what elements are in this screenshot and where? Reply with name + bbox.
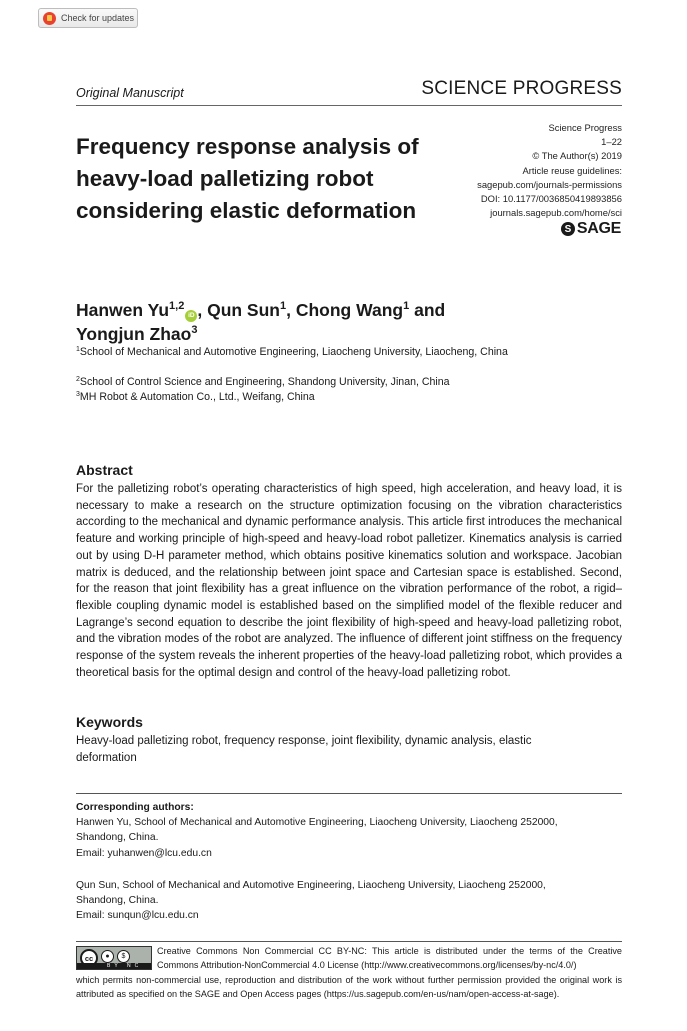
affiliation-text: School of Mechanical and Automotive Engineering, Liaocheng University, Liaocheng, China	[79, 346, 508, 358]
author-affil-sup: 1	[403, 300, 410, 312]
license-rule	[76, 941, 622, 942]
meta-doi[interactable]: DOI: 10.1177/0036850419893856	[480, 193, 622, 205]
keywords-text: Heavy-load palletizing robot, frequency response, joint flexibility, dynamic analysis, elastic deformation	[76, 735, 532, 764]
meta-reuse-label: Article reuse guidelines:	[522, 164, 622, 176]
meta-home-link[interactable]: journals.sagepub.com/home/sci	[490, 207, 622, 219]
corresponding-email-1[interactable]: Email: yuhanwen@lcu.edu.cn	[76, 847, 212, 859]
author-name: Yongjun Zhao	[76, 324, 192, 344]
by-person-icon: ●	[101, 950, 114, 963]
cc-icon: cc	[80, 949, 98, 967]
author-name: Qun Sun	[207, 300, 280, 320]
article-title: Frequency response analysis of heavy-load palletizing robot considering elastic deformation	[76, 134, 419, 223]
corresponding-rule	[76, 793, 622, 794]
corresponding-author-2: Qun Sun, School of Mechanical and Automotive Engineering, Liaocheng University, Liaocheng 252000, Shandong, China.	[76, 880, 546, 907]
author-list: Hanwen Yu$^{1,2}$iD , Qun Sun$^1$, Chong Wang$^1$ and Yongjun Zhao$^3$	[76, 300, 446, 344]
author-name: Chong Wang	[295, 300, 404, 320]
running-header	[76, 78, 622, 100]
corresponding-block-2	[76, 878, 622, 924]
corresponding-author-1: Hanwen Yu, School of Mechanical and Automotive Engineering, Liaocheng University, Liaocheng 252000, Shandong, China.	[76, 817, 558, 844]
meta-reuse-link[interactable]: sagepub.com/journals-permissions	[477, 178, 622, 190]
license-text-continued: which permits non-commercial use, reproduction and distribution of the work without further permission provided the original work is attributed as specified on the SAGE and Open Access pages (https://us.sagepub.com/en-us/nam/open-access-at-sage).	[76, 975, 622, 999]
crossmark-icon	[43, 12, 56, 25]
nc-dollar-icon: $	[117, 950, 130, 963]
affiliation-text: MH Robot & Automation Co., Ltd., Weifang, China	[79, 391, 315, 403]
check-for-updates-badge[interactable]	[38, 8, 138, 28]
author-affil-sup: 1,2	[169, 300, 185, 312]
header-rule	[76, 105, 622, 106]
corresponding-heading: Corresponding authors:	[76, 802, 194, 813]
author-affil-sup: 3	[191, 324, 198, 336]
journal-name: SCIENCE PROGRESS	[421, 78, 622, 99]
affiliation	[76, 345, 546, 360]
keywords-heading: Keywords	[76, 714, 143, 730]
affiliation-number: 2	[76, 376, 80, 383]
author-and: and	[414, 300, 446, 320]
orcid-icon[interactable]: iD	[185, 310, 197, 322]
license-text: Creative Commons Non Commercial CC BY-NC: This article is distributed under the terms of the Creative Commons Attribution-NonCommercial 4.0 License (http://www.creativecommons.org/licenses/by-nc/4.0/)	[157, 946, 622, 970]
cc-by-nc-logo	[76, 946, 152, 970]
abstract-heading: Abstract	[76, 462, 133, 478]
affiliation	[76, 390, 546, 405]
check-for-updates-label: Check for updates	[61, 13, 135, 23]
sage-mark-icon: S	[561, 222, 575, 236]
affiliation	[76, 375, 546, 390]
article-meta	[477, 121, 622, 220]
affiliation-number: 3	[76, 391, 80, 398]
manuscript-type: Original Manuscript	[76, 86, 184, 100]
affiliation-text: School of Control Science and Engineering, Shandong University, Jinan, China	[79, 376, 450, 388]
sage-logo-text: SAGE	[576, 220, 621, 237]
sage-logo	[561, 220, 621, 238]
corresponding-block	[76, 800, 622, 861]
meta-pages: 1–22	[601, 136, 622, 148]
meta-copyright: © The Author(s) 2019	[532, 150, 622, 162]
meta-journal: Science Progress	[548, 122, 622, 133]
affiliation-number: 1	[76, 346, 80, 353]
author-affil-sup: 1	[279, 300, 287, 312]
abstract-text: For the palletizing robot’s operating characteristics of high speed, high acceleration, and heavy load, it is necessary to make a research on the structure optimization focusing on the vibration characteristics according to the mechanical and dynamic performance analysis. This article first introduces the mechanical feature and working principle of high-speed and heavy-load robot palletizer. Kinematics analysis is carried out by using D-H parameter method, which obtains positive kinematics solution and workspace. Jacobian matrix is deduced, and the relationship between joint space and Cartesian space is established. Second, for the reason that joint flexibility has a great influence on the vibration performance of the robot, a rigid–flexible coupling dynamic model is established based on the simplified model of the flexible reducer and Lagrange’s second equation to describe the joint flexibility of high-speed and heavy-load palletizing robot, and the vibration modes of the robot are analyzed. The influence of different joint stiffness on the frequency response of the system reveals the inherent properties of the heavy-load palletizing robot, which provides a theoretical basis for the optimal design and control of the heavy-load palletizing robot.	[76, 483, 622, 679]
corresponding-email-2[interactable]: Email: sunqun@lcu.edu.cn	[76, 910, 199, 922]
author-name: Hanwen Yu	[76, 300, 170, 320]
cc-strip-label: BY NC	[77, 963, 151, 969]
